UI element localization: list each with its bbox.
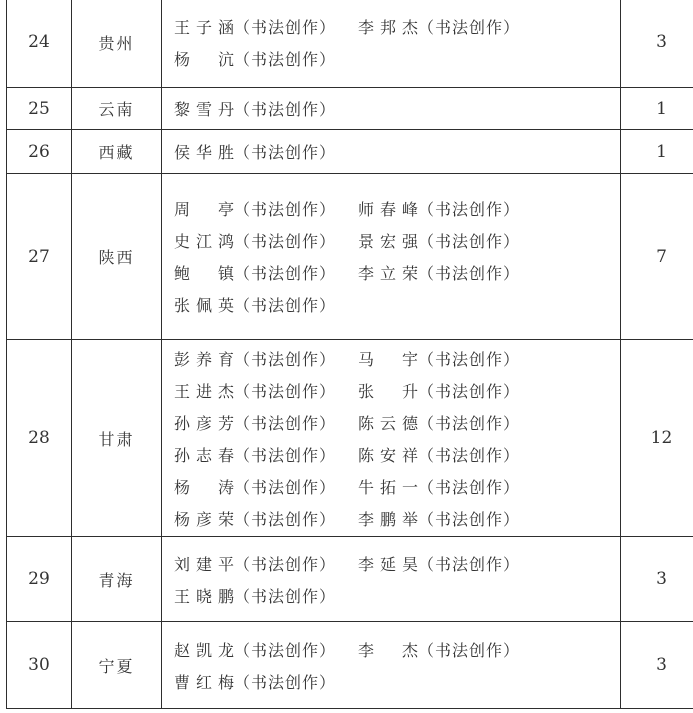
winner-name: 周 亭 xyxy=(174,200,234,219)
winner-category: （书法创作） xyxy=(234,445,337,465)
row-number: 26 xyxy=(7,130,72,174)
winner-name: 王子涵 xyxy=(174,17,234,37)
winner-name: 黎雪丹 xyxy=(174,100,234,119)
winner-name: 杨 涛 xyxy=(174,477,234,497)
winner-category: （书法创作） xyxy=(234,349,337,369)
winner-name: 马 宇 xyxy=(358,349,418,369)
winner-category: （书法创作） xyxy=(418,381,521,401)
names-line xyxy=(174,42,620,74)
winner-category: （书法创作） xyxy=(418,200,521,219)
winner-category: （书法创作） xyxy=(418,640,521,660)
count-cell: 3 xyxy=(621,537,693,622)
winner-entry xyxy=(174,552,358,575)
province-cell: 甘肃 xyxy=(72,340,162,537)
names-line xyxy=(174,633,620,665)
winner-entry xyxy=(358,347,542,370)
winner-name: 曹红梅 xyxy=(174,672,234,692)
province-cell: 青海 xyxy=(72,537,162,622)
row-number: 25 xyxy=(7,88,72,130)
names-line xyxy=(174,289,620,321)
winner-category: （书法创作） xyxy=(234,143,337,162)
winner-category: （书法创作） xyxy=(234,17,337,37)
row-number: 27 xyxy=(7,174,72,340)
winner-category: （书法创作） xyxy=(234,49,337,69)
winner-category: （书法创作） xyxy=(234,554,337,574)
winner-name: 景宏强 xyxy=(358,232,418,251)
names-cell xyxy=(162,622,621,709)
winner-entry xyxy=(174,347,358,370)
winner-entry xyxy=(174,475,358,498)
winner-name: 鲍 镇 xyxy=(174,264,234,283)
table-row xyxy=(7,0,693,88)
winner-category: （书法创作） xyxy=(234,640,337,660)
count-cell: 12 xyxy=(621,340,693,537)
winners-table xyxy=(6,0,693,709)
winner-name: 李鹏举 xyxy=(358,509,418,529)
names-line xyxy=(174,10,620,42)
winner-name: 杨 沆 xyxy=(174,49,234,69)
winner-entry xyxy=(174,15,358,38)
winner-category: （书法创作） xyxy=(418,477,521,497)
winner-entry xyxy=(358,552,542,575)
winner-entry xyxy=(358,507,542,530)
row-number: 29 xyxy=(7,537,72,622)
table-row xyxy=(7,340,693,537)
names-line xyxy=(174,470,620,502)
winner-name: 孙彦芳 xyxy=(174,413,234,433)
table-row xyxy=(7,622,693,709)
winner-category: （书法创作） xyxy=(418,445,521,465)
winner-name: 李延昊 xyxy=(358,554,418,574)
winner-entry xyxy=(174,379,358,402)
winner-category: （书法创作） xyxy=(234,200,337,219)
names-line xyxy=(174,136,620,168)
winner-entry xyxy=(174,584,358,607)
names-line xyxy=(174,438,620,470)
winner-entry xyxy=(358,229,542,252)
winner-category: （书法创作） xyxy=(234,477,337,497)
winner-entry xyxy=(358,411,542,434)
table-row xyxy=(7,88,693,130)
winner-name: 李 杰 xyxy=(358,640,418,660)
names-line xyxy=(174,93,620,125)
winner-entry xyxy=(358,197,542,220)
winner-category: （书法创作） xyxy=(234,296,337,315)
table-row xyxy=(7,130,693,174)
names-cell xyxy=(162,0,621,88)
names-line xyxy=(174,502,620,534)
count-cell: 1 xyxy=(621,130,693,174)
names-line xyxy=(174,374,620,406)
winner-name: 陈安祥 xyxy=(358,445,418,465)
winner-category: （书法创作） xyxy=(418,349,521,369)
winner-name: 王晓鹏 xyxy=(174,586,234,606)
winner-name: 李立荣 xyxy=(358,264,418,283)
names-cell xyxy=(162,174,621,340)
winner-name: 刘建平 xyxy=(174,554,234,574)
names-line xyxy=(174,193,620,225)
count-cell: 7 xyxy=(621,174,693,340)
names-line xyxy=(174,225,620,257)
count-cell: 3 xyxy=(621,0,693,88)
names-cell xyxy=(162,340,621,537)
province-cell: 云南 xyxy=(72,88,162,130)
winner-entry xyxy=(174,229,358,252)
province-cell: 贵州 xyxy=(72,0,162,88)
winner-category: （书法创作） xyxy=(234,381,337,401)
count-cell: 1 xyxy=(621,88,693,130)
names-line xyxy=(174,665,620,697)
winner-name: 陈云德 xyxy=(358,413,418,433)
names-line xyxy=(174,257,620,289)
winner-entry xyxy=(174,507,358,530)
winner-name: 侯华胜 xyxy=(174,143,234,162)
winner-category: （书法创作） xyxy=(234,264,337,283)
count-cell: 3 xyxy=(621,622,693,709)
winner-entry xyxy=(358,379,542,402)
winner-name: 李邦杰 xyxy=(358,17,418,37)
names-cell xyxy=(162,88,621,130)
winner-entry xyxy=(174,638,358,661)
winner-category: （书法创作） xyxy=(418,509,521,529)
names-line xyxy=(174,342,620,374)
winner-name: 张佩英 xyxy=(174,296,234,315)
winner-name: 杨彦荣 xyxy=(174,509,234,529)
names-line xyxy=(174,406,620,438)
winner-name: 赵凯龙 xyxy=(174,640,234,660)
winner-name: 孙志春 xyxy=(174,445,234,465)
winner-entry xyxy=(358,638,542,661)
row-number: 30 xyxy=(7,622,72,709)
names-cell xyxy=(162,130,621,174)
table-row xyxy=(7,174,693,340)
winner-entry xyxy=(174,140,358,163)
winner-category: （书法创作） xyxy=(234,672,337,692)
winner-entry xyxy=(358,443,542,466)
names-line xyxy=(174,579,620,611)
winner-entry xyxy=(174,261,358,284)
winner-category: （书法创作） xyxy=(234,413,337,433)
row-number: 28 xyxy=(7,340,72,537)
winner-entry xyxy=(358,261,542,284)
row-number: 24 xyxy=(7,0,72,88)
winner-name: 史江鸿 xyxy=(174,232,234,251)
table-body xyxy=(7,0,693,709)
province-cell: 宁夏 xyxy=(72,622,162,709)
winner-entry xyxy=(174,197,358,220)
winner-category: （书法创作） xyxy=(234,100,337,119)
winner-category: （书法创作） xyxy=(418,17,521,37)
names-cell xyxy=(162,537,621,622)
winner-entry xyxy=(174,411,358,434)
winner-category: （书法创作） xyxy=(418,554,521,574)
winner-category: （书法创作） xyxy=(418,232,521,251)
winner-name: 张 升 xyxy=(358,381,418,401)
winner-name: 彭养育 xyxy=(174,349,234,369)
winner-category: （书法创作） xyxy=(418,264,521,283)
table-row xyxy=(7,537,693,622)
winner-category: （书法创作） xyxy=(418,413,521,433)
winner-entry xyxy=(358,15,542,38)
winner-entry xyxy=(174,293,358,316)
winner-name: 师春峰 xyxy=(358,200,418,219)
names-line xyxy=(174,547,620,579)
winner-category: （书法创作） xyxy=(234,586,337,606)
winner-category: （书法创作） xyxy=(234,509,337,529)
winner-entry xyxy=(358,475,542,498)
winner-entry xyxy=(174,97,358,120)
winner-name: 王进杰 xyxy=(174,381,234,401)
province-cell: 西藏 xyxy=(72,130,162,174)
winner-entry xyxy=(174,443,358,466)
winner-entry xyxy=(174,670,358,693)
province-cell: 陕西 xyxy=(72,174,162,340)
winner-entry xyxy=(174,47,358,70)
winner-name: 牛拓一 xyxy=(358,477,418,497)
winner-category: （书法创作） xyxy=(234,232,337,251)
